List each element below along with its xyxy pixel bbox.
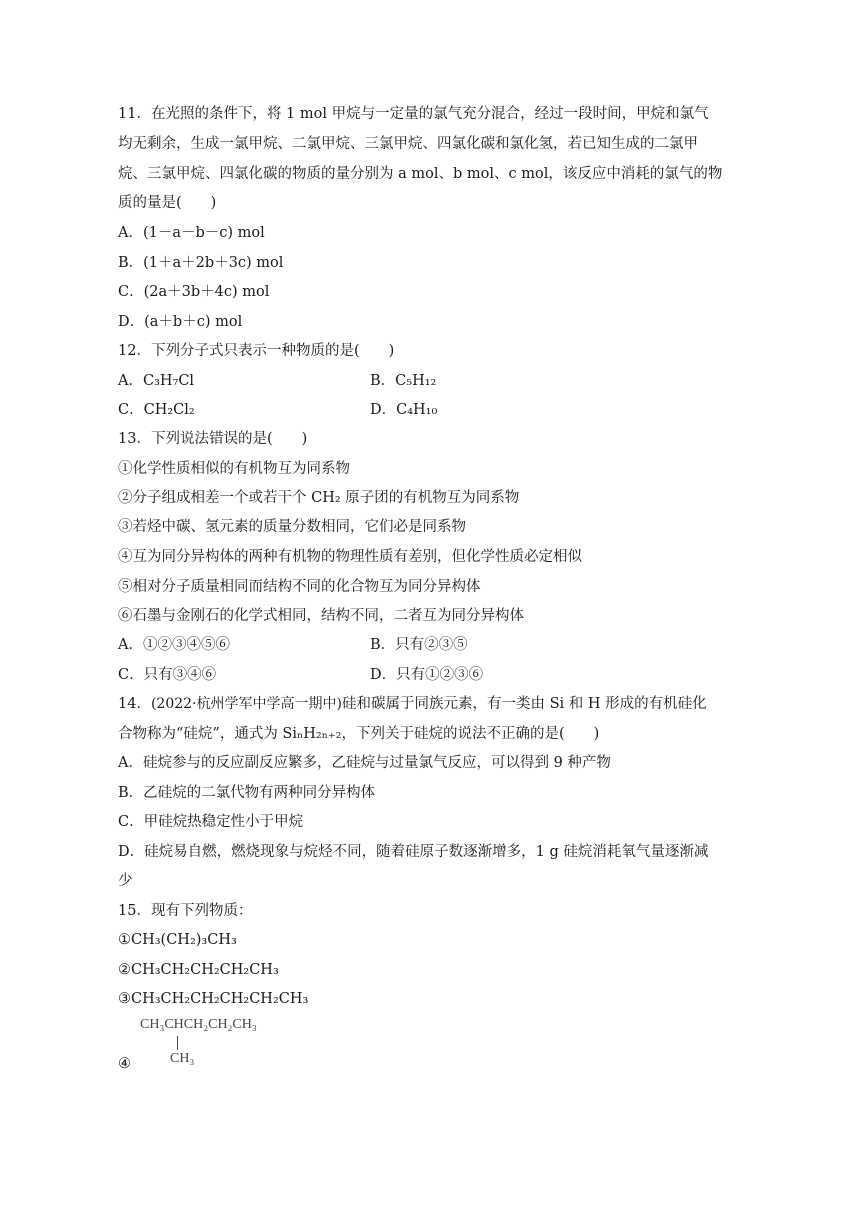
q11-option-d: D．(a＋b＋c) mol (118, 314, 243, 330)
q14-option-b: B．乙硅烷的二氯代物有两种同分异构体 (118, 785, 376, 801)
q13-stem: 13．下列说法错误的是( ) (118, 431, 308, 447)
q13-statement-3: ③若烃中碳、氢元素的质量分数相同，它们必是同系物 (118, 519, 466, 535)
q11-stem-line-4: 质的量是( ) (118, 195, 217, 211)
q11-option-b: B．(1＋a＋2b＋3c) mol (118, 255, 284, 271)
q12-option-a: A．C₃H₇Cl (118, 373, 195, 389)
q13-option-c: C．只有③④⑥ (118, 667, 217, 683)
q12-option-b: B．C₅H₁₂ (370, 373, 437, 389)
q13-option-d: D．只有①②③⑥ (370, 667, 484, 683)
q14-source: (2022·杭州学军中学高一期中) (150, 696, 342, 712)
q14-stem-line-2: 合物称为“硅烷”，通式为 SiₙH₂ₙ₊₂，下列关于硅烷的说法不正确的是( ) (118, 726, 600, 742)
q11-option-c: C．(2a＋3b＋4c) mol (118, 284, 270, 300)
q11-stem-line-3: 烷、三氯甲烷、四氯化碳的物质的量分别为 a mol、b mol、c mol，该反应中消耗的氯气的物 (118, 166, 723, 182)
q11-stem-line-2: 均无剩余，生成一氯甲烷、二氯甲烷、三氯甲烷、四氯化碳和氯化氢，若已知生成的二氯甲 (118, 136, 698, 152)
q15-item-1: ①CH₃(CH₂)₃CH₃ (118, 932, 237, 948)
q13-statement-4: ④互为同分异构体的两种有机物的物理性质有差别，但化学性质必定相似 (118, 549, 582, 565)
q13-statement-1: ①化学性质相似的有机物互为同系物 (118, 461, 350, 477)
q14-number: 14． (118, 696, 151, 712)
q13-statement-2: ②分子组成相差一个或若干个 CH₂ 原子团的有机物互为同系物 (118, 490, 520, 506)
q13-option-b: B．只有②③⑤ (370, 637, 468, 653)
q12-stem: 12．下列分子式只表示一种物质的是( ) (118, 343, 395, 359)
q13-statement-5: ⑤相对分子质量相同而结构不同的化合物互为同分异构体 (118, 579, 481, 595)
q15-item-2: ②CH₃CH₂CH₂CH₂CH₃ (118, 962, 279, 978)
q14-option-d: D．硅烷易自燃，燃烧现象与烷烃不同，随着硅原子数逐渐增多，1 g 硅烷消耗氧气量逐渐减 (118, 844, 709, 860)
q12-option-d: D．C₄H₁₀ (370, 402, 438, 418)
q15-item-4-structure (140, 1017, 340, 1069)
q15-stem: 15．现有下列物质： (118, 903, 253, 919)
structure-main-chain: CH₃CHCH₂CH₂CH₃ (140, 1017, 257, 1032)
q14-option-d-continuation: 少 (118, 873, 133, 889)
q14-option-a: A．硅烷参与的反应副反应繁多，乙硅烷与过量氯气反应，可以得到 9 种产物 (118, 755, 611, 771)
structure-branch: CH₃ (170, 1051, 195, 1066)
q14-option-c: C．甲硅烷热稳定性小于甲烷 (118, 814, 304, 830)
structure-bond-line (177, 1036, 178, 1050)
q11-stem-line-1: 11．在光照的条件下，将 1 mol 甲烷与一定量的氯气充分混合，经过一段时间，甲烷和氯气 (118, 106, 709, 122)
q14-stem-rest: 硅和碳属于同族元素，有一类由 Si 和 H 形成的有机硅化 (341, 696, 707, 712)
q11-option-a: A．(1－a－b－c) mol (118, 225, 265, 241)
q13-option-a: A．①②③④⑤⑥ (118, 637, 230, 653)
q12-option-c: C．CH₂Cl₂ (118, 402, 195, 418)
q14-stem-line-1 (118, 694, 707, 714)
q15-item-4-marker: ④ (118, 1056, 131, 1072)
q15-item-3: ③CH₃CH₂CH₂CH₂CH₂CH₃ (118, 991, 309, 1007)
q13-statement-6: ⑥石墨与金刚石的化学式相同，结构不同，二者互为同分异构体 (118, 608, 524, 624)
